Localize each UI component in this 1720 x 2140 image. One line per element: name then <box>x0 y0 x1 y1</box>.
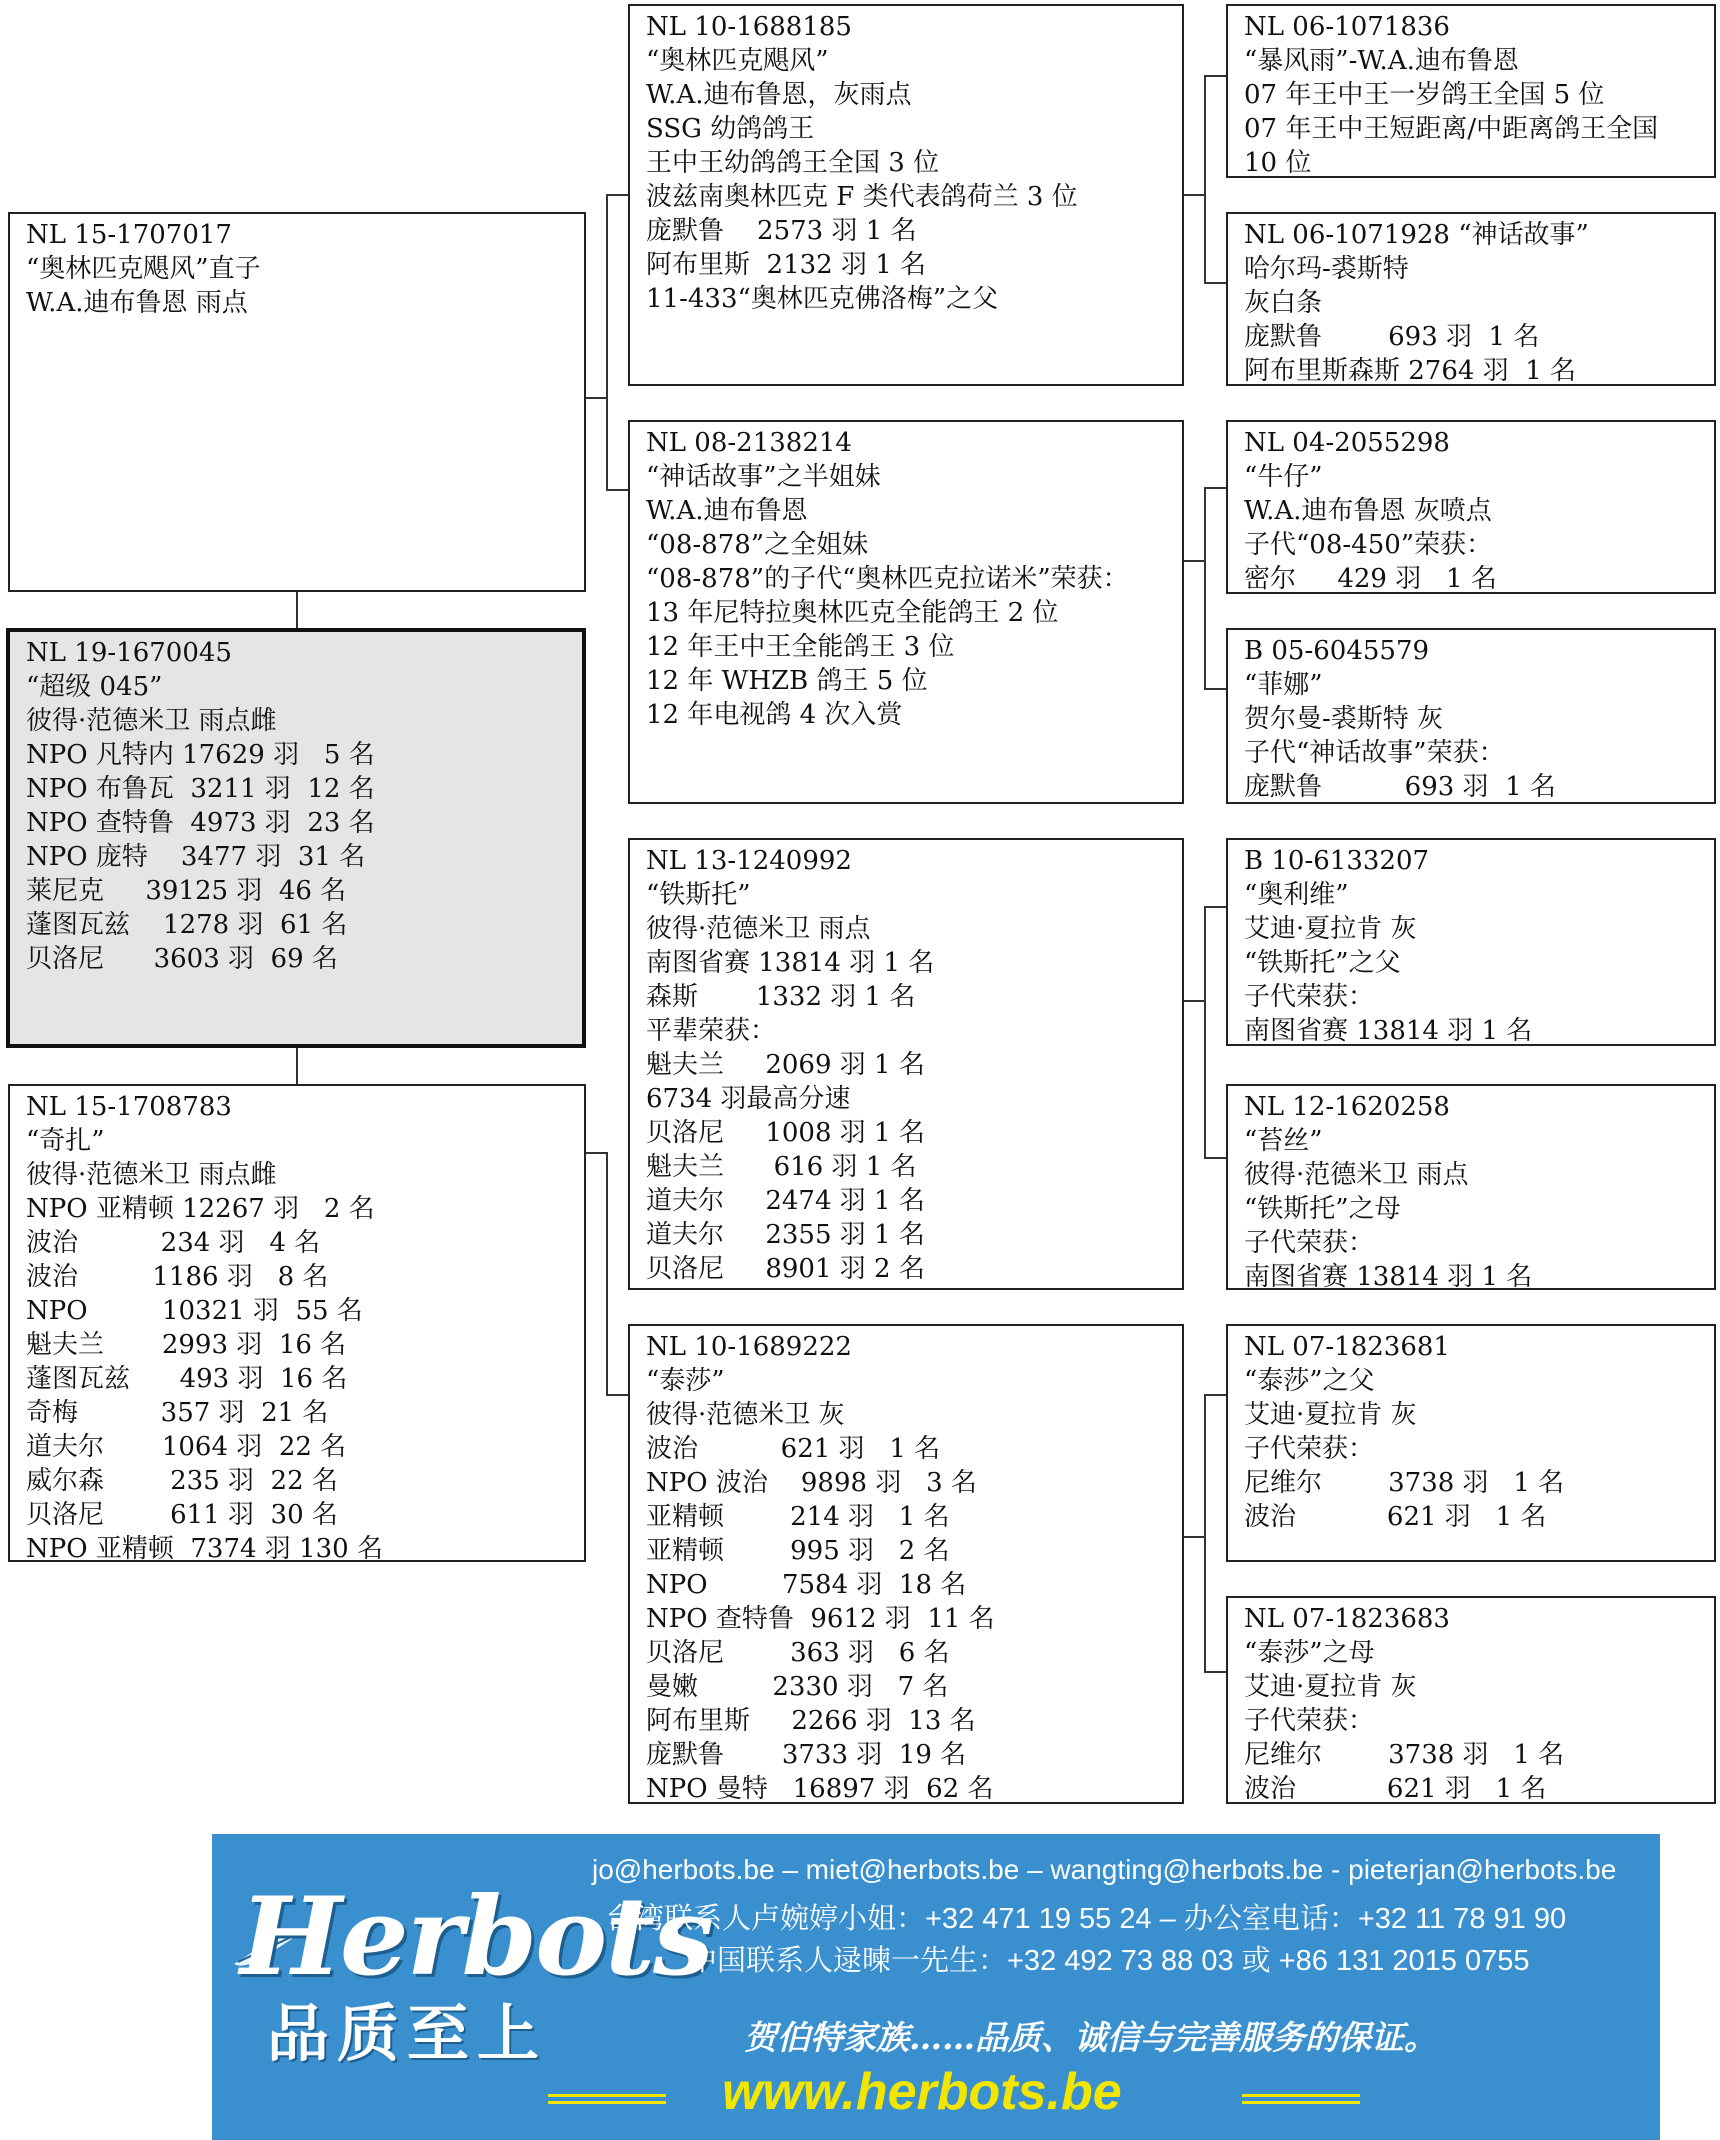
pedigree-line: W.A.迪布鲁恩 灰喷点 <box>1244 496 1492 526</box>
pedigree-line: NPO 曼特 16897 羽 62 名 <box>646 1774 994 1804</box>
connector-dam-vertical <box>606 1152 608 1395</box>
pedigree-line: 庞默鲁 3733 羽 19 名 <box>646 1740 967 1770</box>
footer-banner <box>212 1834 1660 2140</box>
pedigree-line: W.A.迪布鲁恩 雨点 <box>26 288 248 318</box>
pedigree-line: “超级 045” <box>26 672 163 702</box>
pedigree-line: 07 年王中王短距离/中距离鸽王全国 <box>1244 114 1659 144</box>
connector-sire-subject <box>296 592 298 628</box>
email-contacts: jo@herbots.be – miet@herbots.be – wangting@herbots.be - pieterjan@herbots.be <box>592 1854 1617 1885</box>
pedigree-line: NL 13-1240992 <box>646 846 852 876</box>
gg-box-6 <box>1226 1084 1716 1290</box>
pedigree-line: 波兹南奥林匹克 F 类代表鸽荷兰 3 位 <box>646 182 1078 212</box>
pedigree-line: NL 07-1823681 <box>1244 1332 1450 1362</box>
pedigree-line: “奇扎” <box>26 1126 105 1156</box>
pedigree-line: “奥利维” <box>1244 880 1349 910</box>
pedigree-line: “泰莎”之父 <box>1244 1366 1375 1396</box>
pedigree-line: 子代荣获： <box>1244 1706 1375 1736</box>
pedigree-line: 蓬图瓦兹 493 羽 16 名 <box>26 1364 348 1394</box>
pedigree-line: 魁夫兰 2069 羽 1 名 <box>646 1050 925 1080</box>
pedigree-line: “暴风雨”-W.A.迪布鲁恩 <box>1244 46 1519 76</box>
pedigree-line: B 05-6045579 <box>1244 636 1430 666</box>
pedigree-line: NPO 查特鲁 4973 羽 23 名 <box>26 808 375 838</box>
pedigree-line: 王中王幼鸽鸽王全国 3 位 <box>646 148 940 178</box>
pedigree-line: 11-433“奥林匹克佛洛梅”之父 <box>646 284 999 314</box>
pedigree-line: “铁斯托” <box>646 880 751 910</box>
pedigree-line: NPO 亚精顿 12267 羽 2 名 <box>26 1194 375 1224</box>
connector-sire-vertical <box>606 194 608 490</box>
pedigree-line: NL 15-1708783 <box>26 1092 232 1122</box>
dam-box <box>8 1084 586 1562</box>
pedigree-line: “神话故事”之半姐妹 <box>646 462 881 492</box>
pedigree-line: 子代“神话故事”荣获： <box>1244 738 1505 768</box>
pedigree-line: “泰莎”之母 <box>1244 1638 1375 1668</box>
slogan: 品质至上 <box>267 1997 548 2070</box>
pedigree-line: “铁斯托”之母 <box>1244 1194 1401 1224</box>
connector-to-gg4 <box>1204 688 1226 690</box>
pedigree-line: NL 10-1689222 <box>646 1332 852 1362</box>
pedigree-line: 威尔森 235 羽 22 名 <box>26 1466 338 1496</box>
sire-box <box>8 212 586 592</box>
connector-dd-right <box>1184 1536 1205 1538</box>
pedigree-line: 12 年 WHZB 鸽王 5 位 <box>646 666 928 696</box>
dam-dam-box <box>628 1324 1184 1804</box>
pedigree-line: 贺尔曼-裘斯特 灰 <box>1244 704 1444 734</box>
connector-dam-right <box>586 1152 607 1154</box>
pedigree-line: 贝洛尼 611 羽 30 名 <box>26 1500 338 1530</box>
pedigree-line: 阿布里斯森斯 2764 羽 1 名 <box>1244 356 1577 386</box>
pedigree-line: 阿布里斯 2266 羽 13 名 <box>646 1706 976 1736</box>
pedigree-line: B 10-6133207 <box>1244 846 1430 876</box>
pedigree-line: 庞默鲁 693 羽 1 名 <box>1244 322 1540 352</box>
sire-sire-box <box>628 4 1184 386</box>
pedigree-line: 森斯 1332 羽 1 名 <box>646 982 916 1012</box>
connector-to-sire-sire <box>606 194 628 196</box>
pedigree-line: NL 15-1707017 <box>26 220 232 250</box>
pedigree-line: 艾迪·夏拉肯 灰 <box>1244 1672 1417 1702</box>
gg-box-7 <box>1226 1324 1716 1562</box>
pedigree-line: NL 06-1071836 <box>1244 12 1450 42</box>
accent-line-left <box>548 2094 666 2104</box>
pedigree-line: “08-878”的子代“奥林匹克拉诺米”荣获： <box>646 564 1129 594</box>
gg-box-8 <box>1226 1596 1716 1804</box>
pedigree-line: W.A.迪布鲁恩 <box>646 496 808 526</box>
taiwan-contact: 台湾联系人卢婉婷小姐：+32 471 19 55 24 – 办公室电话：+32 11 78 91 90 <box>606 1903 1567 1935</box>
pedigree-line: 贝洛尼 8901 羽 2 名 <box>646 1254 925 1284</box>
pedigree-line: 艾迪·夏拉肯 灰 <box>1244 914 1417 944</box>
pedigree-line: 密尔 429 羽 1 名 <box>1244 564 1497 594</box>
pedigree-line: 子代荣获： <box>1244 1434 1375 1464</box>
pedigree-line: NPO 查特鲁 9612 羽 11 名 <box>646 1604 995 1634</box>
connector-to-gg5 <box>1204 906 1226 908</box>
pedigree-line: SSG 幼鸽鸽王 <box>646 114 815 144</box>
pedigree-line: W.A.迪布鲁恩，灰雨点 <box>646 80 912 110</box>
pedigree-line: NL 19-1670045 <box>26 638 232 668</box>
pedigree-line: 彼得·范德米卫 灰 <box>646 1400 845 1430</box>
pedigree-line: 波治 621 羽 1 名 <box>646 1434 941 1464</box>
connector-sire-right <box>586 397 607 399</box>
pedigree-line: NPO 7584 羽 18 名 <box>646 1570 967 1600</box>
gg-box-4 <box>1226 628 1716 804</box>
pedigree-line: 贝洛尼 3603 羽 69 名 <box>26 944 338 974</box>
pedigree-line: NPO 10321 羽 55 名 <box>26 1296 363 1326</box>
pedigree-line: 子代荣获： <box>1244 982 1375 1012</box>
pedigree-line: 庞默鲁 2573 羽 1 名 <box>646 216 917 246</box>
connector-ss-right <box>1184 194 1205 196</box>
pedigree-line: 曼嫩 2330 羽 7 名 <box>646 1672 949 1702</box>
pedigree-line: 彼得·范德米卫 雨点 <box>646 914 871 944</box>
pedigree-line: 莱尼克 39125 羽 46 名 <box>26 876 347 906</box>
pedigree-line: 平辈荣获： <box>646 1016 777 1046</box>
china-contact: 中国联系人逯暕一先生：+32 492 73 88 03 或 +86 131 2015 0755 <box>688 1945 1530 1977</box>
pedigree-line: NPO 布鲁瓦 3211 羽 12 名 <box>26 774 375 804</box>
subject-box <box>6 628 586 1048</box>
pedigree-line: “牛仔” <box>1244 462 1323 492</box>
pedigree-line: 子代“08-450”荣获： <box>1244 530 1493 560</box>
pedigree-line: “奥林匹克飓风”直子 <box>26 254 261 284</box>
pedigree-line: “苔丝” <box>1244 1126 1323 1156</box>
pedigree-line: 贝洛尼 363 羽 6 名 <box>646 1638 950 1668</box>
gg-box-1 <box>1226 4 1716 178</box>
pedigree-line: 亚精顿 214 羽 1 名 <box>646 1502 950 1532</box>
pedigree-line: 12 年电视鸽 4 次入赏 <box>646 700 903 730</box>
tagline: 贺伯特家族……品质、诚信与完善服务的保证。 <box>744 2018 1437 2057</box>
pedigree-line: 道夫尔 1064 羽 22 名 <box>26 1432 347 1462</box>
pedigree-line: “铁斯托”之父 <box>1244 948 1401 978</box>
pedigree-line: 彼得·范德米卫 雨点 <box>1244 1160 1469 1190</box>
dam-sire-box <box>628 838 1184 1290</box>
connector-to-gg8 <box>1204 1671 1226 1673</box>
gg-box-2 <box>1226 212 1716 386</box>
herbots-logo: Herbots <box>240 1874 712 2000</box>
pedigree-line: 灰白条 <box>1244 288 1323 318</box>
connector-to-gg2 <box>1204 282 1226 284</box>
connector-dd-vertical <box>1204 1394 1206 1672</box>
pedigree-line: NL 06-1071928 “神话故事” <box>1244 220 1589 250</box>
pedigree-line: NL 12-1620258 <box>1244 1092 1450 1122</box>
pedigree-line: 子代荣获： <box>1244 1228 1375 1258</box>
pedigree-line: 南图省赛 13814 羽 1 名 <box>646 948 935 978</box>
pedigree-line: 艾迪·夏拉肯 灰 <box>1244 1400 1417 1430</box>
pedigree-line: “08-878”之全姐妹 <box>646 530 869 560</box>
website-link[interactable]: www.herbots.be <box>722 2063 1122 2121</box>
pedigree-line: 哈尔玛-裘斯特 <box>1244 254 1409 284</box>
connector-to-gg1 <box>1204 75 1226 77</box>
pedigree-line: 彼得·范德米卫 雨点雌 <box>26 1160 277 1190</box>
pedigree-line: 道夫尔 2355 羽 1 名 <box>646 1220 925 1250</box>
connector-ss-vertical <box>1204 75 1206 283</box>
connector-to-sire-dam <box>606 489 628 491</box>
pedigree-line: 魁夫兰 2993 羽 16 名 <box>26 1330 347 1360</box>
pedigree-line: 波治 234 羽 4 名 <box>26 1228 321 1258</box>
connector-ds-right <box>1184 1000 1205 1002</box>
connector-sd-vertical <box>1204 487 1206 690</box>
pedigree-line: 南图省赛 13814 羽 1 名 <box>1244 1016 1533 1046</box>
connector-to-gg3 <box>1204 487 1226 489</box>
pedigree-line: 6734 羽最高分速 <box>646 1084 851 1114</box>
pedigree-line: 蓬图瓦兹 1278 羽 61 名 <box>26 910 348 940</box>
pedigree-line: 波治 621 羽 1 名 <box>1244 1502 1547 1532</box>
connector-subject-dam <box>296 1048 298 1084</box>
pedigree-line: NPO 亚精顿 7374 羽 130 名 <box>26 1534 383 1562</box>
connector-sd-right <box>1184 560 1205 562</box>
pedigree-line: NL 04-2055298 <box>1244 428 1450 458</box>
pedigree-line: NPO 凡特内 17629 羽 5 名 <box>26 740 375 770</box>
connector-to-gg6 <box>1204 1157 1226 1159</box>
pedigree-line: 尼维尔 3738 羽 1 名 <box>1244 1740 1565 1770</box>
accent-line-right <box>1242 2094 1360 2104</box>
pedigree-line: 波治 621 羽 1 名 <box>1244 1774 1547 1804</box>
pedigree-line: “菲娜” <box>1244 670 1323 700</box>
pedigree-line: 贝洛尼 1008 羽 1 名 <box>646 1118 925 1148</box>
connector-to-gg7 <box>1204 1394 1226 1396</box>
pedigree-line: NPO 庞特 3477 羽 31 名 <box>26 842 366 872</box>
pedigree-line: “泰莎” <box>646 1366 725 1396</box>
pedigree-line: 尼维尔 3738 羽 1 名 <box>1244 1468 1565 1498</box>
pedigree-line: 彼得·范德米卫 雨点雌 <box>26 706 277 736</box>
sire-dam-box <box>628 420 1184 804</box>
pedigree-line: NL 08-2138214 <box>646 428 852 458</box>
pedigree-line: NL 10-1688185 <box>646 12 852 42</box>
pedigree-line: 庞默鲁 693 羽 1 名 <box>1244 772 1556 802</box>
pedigree-line: 道夫尔 2474 羽 1 名 <box>646 1186 925 1216</box>
pedigree-line: 奇梅 357 羽 21 名 <box>26 1398 329 1428</box>
pedigree-line: 10 位 <box>1244 148 1312 178</box>
pedigree-line: NPO 波治 9898 羽 3 名 <box>646 1468 977 1498</box>
connector-to-dam-dam <box>606 1394 628 1396</box>
pedigree-line: 07 年王中王一岁鸽王全国 5 位 <box>1244 80 1605 110</box>
gg-box-3 <box>1226 420 1716 594</box>
pedigree-line: 12 年王中王全能鸽王 3 位 <box>646 632 955 662</box>
pedigree-line: “奥林匹克飓风” <box>646 46 829 76</box>
pedigree-line: 阿布里斯 2132 羽 1 名 <box>646 250 927 280</box>
pedigree-line: 南图省赛 13814 羽 1 名 <box>1244 1262 1533 1290</box>
pedigree-line: 亚精顿 995 羽 2 名 <box>646 1536 950 1566</box>
pedigree-line: 波治 1186 羽 8 名 <box>26 1262 329 1292</box>
pedigree-line: 13 年尼特拉奥林匹克全能鸽王 2 位 <box>646 598 1059 628</box>
pedigree-line: 魁夫兰 616 羽 1 名 <box>646 1152 917 1182</box>
gg-box-5 <box>1226 838 1716 1046</box>
pedigree-line: NL 07-1823683 <box>1244 1604 1450 1634</box>
connector-ds-vertical <box>1204 906 1206 1159</box>
